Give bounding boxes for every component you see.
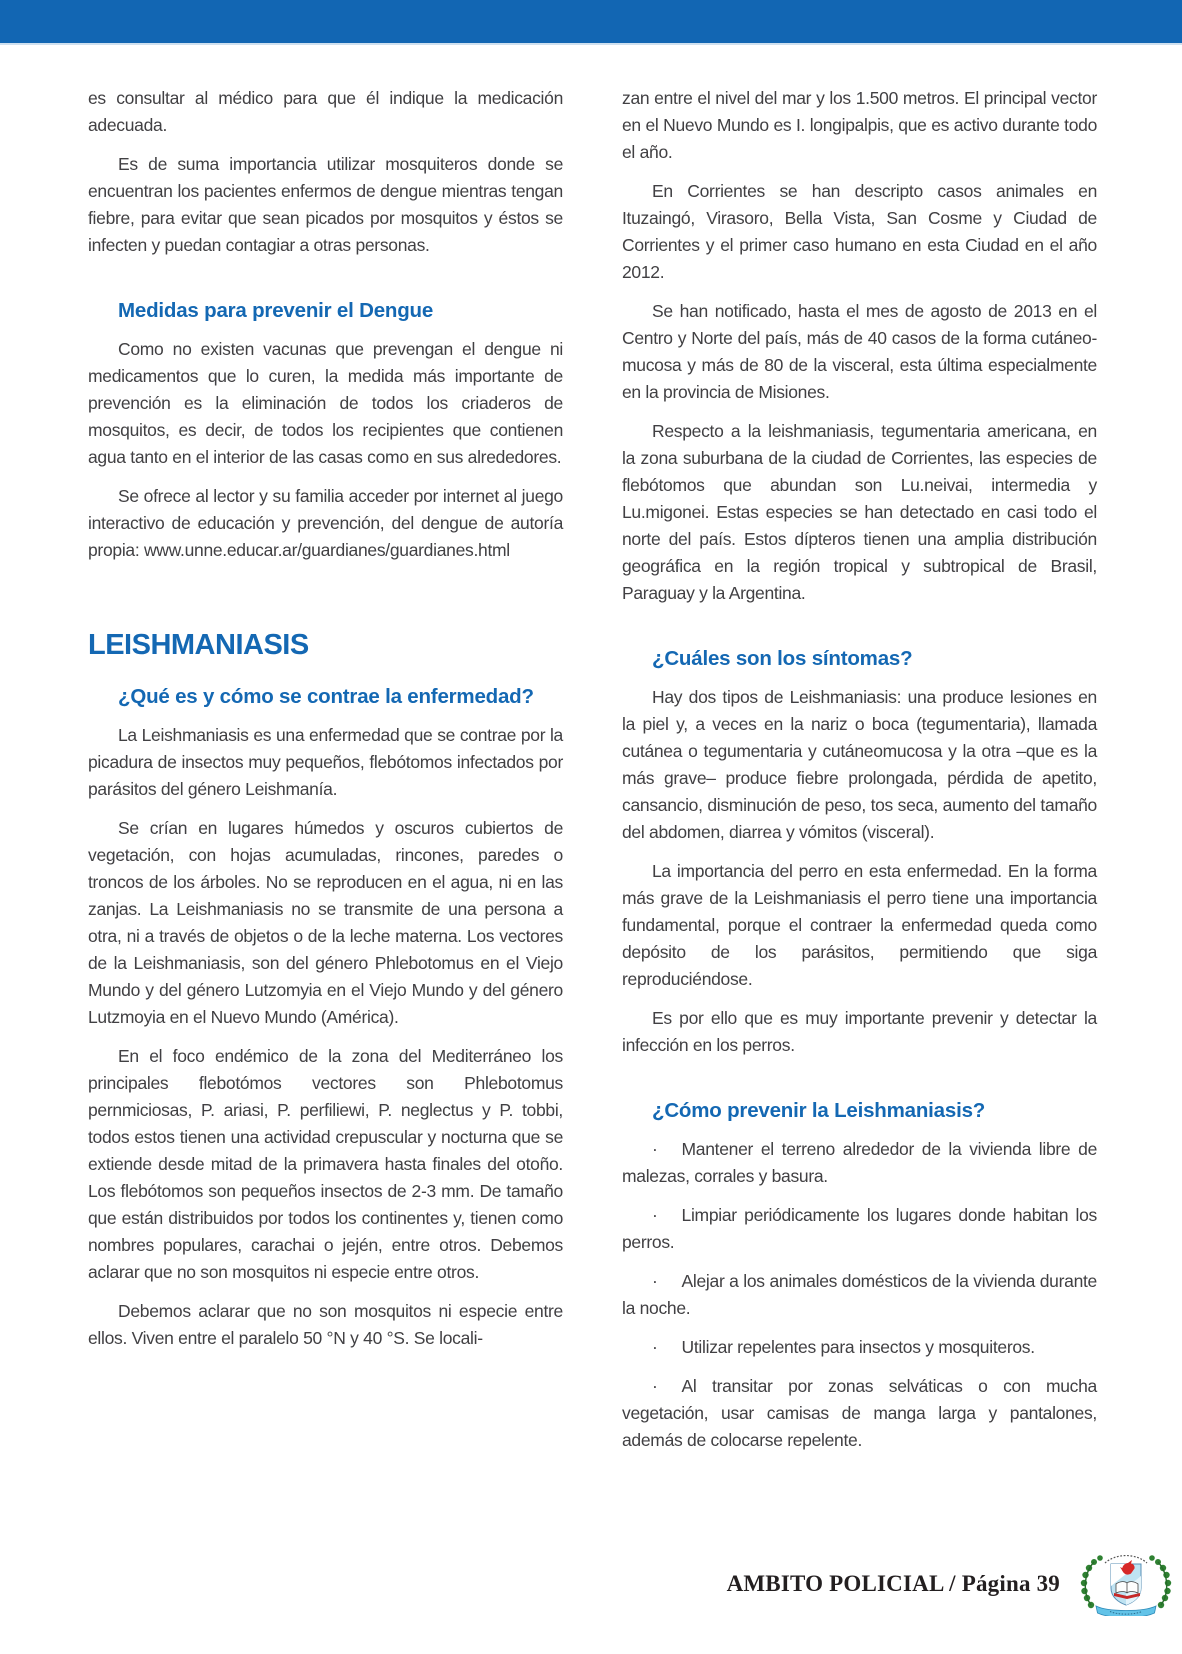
open-book <box>1114 1582 1140 1599</box>
paragraph-endemic-focus: En el foco endémico de la zona del Mediterráneo los principales flebotómos vectores son Phlebotomus pernmiciosas, P. ariasi, P. perfiliewi, P. neglectus y P. tobbi, todos estos tienen una actividad crepuscular y nocturna que se extiende desde mitad de la primavera hasta finales del otoño. Los flebótomos son pequeños insectos de 2-3 mm. De tamaño que están distribuidos por todos los continentes y, tienen como nombres populares, carachai o jején, entre otros. Debemos aclarar que no son mosquitos ni especie entre otros. <box>88 1046 563 1282</box>
paragraph-corrientes-cases: En Corrientes se han descripto casos animales en Ituzaingó, Virasoro, Bella Vista, San Cosme y Ciudad de Corrientes y el primer caso humano en esta Ciudad en el año 2012. <box>622 181 1097 282</box>
paragraph-no-vaccines: Como no existen vacunas que prevengan el dengue ni medicamentos que lo curen, la medida más importante de prevención es la eliminación de todos los criaderos de mosquitos, es decir, de todos los recipientes que contienen agua tanto en el interior de las casas como en sus alrededores. <box>88 339 563 467</box>
paragraph-parallel: Debemos aclarar que no son mosquitos ni especie entre ellos. Viven entre el paralelo 50 °N y 40 °S. Se locali- <box>88 1301 563 1348</box>
bullet-text: Mantener el terreno alrededor de la vivienda libre de malezas, corrales y basura. <box>622 1139 1097 1186</box>
right-column <box>622 85 1097 1466</box>
paragraph-medication: es consultar al médico para que él indique la medicación adecuada. <box>88 88 563 135</box>
paragraph-two-types: Hay dos tipos de Leishmaniasis: una produce lesiones en la piel y, a veces en la nariz o boca (tegumentaria), llamada cutánea o tegumentaria y cutáneomucosa y la otra –que es la más grave– produce fiebre prolongada, pérdida de apetito, cansancio, disminución de peso, tos seca, aumento del tamaño del abdomen, diarrea y vómitos (visceral). <box>622 687 1097 842</box>
page-content <box>0 45 1182 1466</box>
paragraph-dog-importance: La importancia del perro en esta enfermedad. En la forma más grave de la Leishmaniasis el perro tiene una importancia fundamental, porque el contraer la enfermedad queda como depósito de los parásitos, permitiendo que siga reproduciéndose. <box>622 861 1097 989</box>
bullet-item-repellents <box>622 1334 1097 1361</box>
arc-motto-text <box>1105 1556 1147 1563</box>
bullet-text: Alejar a los animales domésticos de la vivienda durante la noche. <box>622 1271 1097 1318</box>
page-footer <box>727 1552 1178 1616</box>
paragraph-breeding: Se crían en lugares húmedos y oscuros cubiertos de vegetación, con hojas acumuladas, rincones, paredes o troncos de los árboles. No se reproducen en el agua, ni en las zanjas. La Leishmaniasis no se transmite de una persona a otra, ni a través de objetos o de la leche materna. Los vectores de la Leishmaniasis, son del género Phlebotomus en el Viejo Mundo y del género Lutzomyia en el Viejo Mundo y del género Lutzmoyia en el Nuevo Mundo (América). <box>88 818 563 1027</box>
bullet-item-animals <box>622 1268 1097 1322</box>
left-column <box>88 85 563 1466</box>
paragraph-definition: La Leishmaniasis es una enfermedad que se contrae por la picadura de insectos muy pequeños, flebótomos infectados por parásitos del género Leishmanía. <box>88 725 563 799</box>
heading-leishmaniasis: LEISHMANIASIS <box>88 629 309 661</box>
heading-medidas-dengue: Medidas para prevenir el Dengue <box>118 299 434 322</box>
bullet-dot: · <box>652 1271 658 1291</box>
page-footer-label: AMBITO POLICIAL / Página 39 <box>726 1571 1060 1596</box>
paragraph-notified-cases: Se han notificado, hasta el mes de agosto de 2013 en el Centro y Norte del país, más de 40 casos de la forma cutáneo-mucosa y más de 80 de la visceral, esta última especialmente en la provincia de Misiones. <box>622 301 1097 402</box>
header-bar <box>0 0 1182 45</box>
bullet-item-terrain <box>622 1136 1097 1190</box>
paragraph-online-game: Se ofrece al lector y su familia acceder por internet al juego interactivo de educación y prevención, del dengue de autoría propia: www.unne.educar.ar/guardianes/guardianes.html <box>88 486 563 560</box>
paragraph-mosquito-nets: Es de suma importancia utilizar mosquiteros donde se encuentran los pacientes enfermos de dengue mientras tengan fiebre, para evitar que sean picados por mosquitos y éstos se infecten y puedan contagiar a otras personas. <box>88 154 563 255</box>
bullet-dot: · <box>652 1139 658 1159</box>
paragraph-altitude: zan entre el nivel del mar y los 1.500 metros. El principal vector en el Nuevo Mundo es I. longipalpis, que es activo durante todo el año. <box>622 88 1097 162</box>
editorial-crest-logo <box>1074 1552 1178 1616</box>
ribbon <box>1096 1606 1156 1616</box>
bullet-text: Al transitar por zonas selváticas o con mucha vegetación, usar camisas de manga larga y pantalones, además de colocarse repelente. <box>622 1376 1097 1450</box>
bullet-dot: · <box>652 1337 658 1357</box>
bullet-item-clean <box>622 1202 1097 1256</box>
heading-que-es: ¿Qué es y cómo se contrae la enfermedad? <box>118 685 534 708</box>
heading-sintomas: ¿Cuáles son los síntomas? <box>652 647 913 670</box>
bullet-text: Limpiar periódicamente los lugares donde habitan los perros. <box>622 1205 1097 1252</box>
bullet-item-clothing <box>622 1373 1097 1454</box>
paragraph-prevent-detect: Es por ello que es muy importante prevenir y detectar la infección en los perros. <box>622 1008 1097 1055</box>
heading-como-prevenir: ¿Cómo prevenir la Leishmaniasis? <box>652 1099 986 1122</box>
bullet-dot: · <box>652 1205 658 1225</box>
bullet-text: Utilizar repelentes para insectos y mosquiteros. <box>681 1337 1035 1357</box>
bullet-dot: · <box>652 1376 658 1396</box>
paragraph-species: Respecto a la leishmaniasis, tegumentaria americana, en la zona suburbana de la ciudad de Corrientes, las especies de flebótomos que abundan son Lu.neivai, intermedia y Lu.migonei. Estas especies se han detectado en casi todo el norte del país. Estos dípteros tienen una amplia distribución geográfica en la región tropical y subtropical de Brasil, Paraguay y la Argentina. <box>622 421 1097 603</box>
